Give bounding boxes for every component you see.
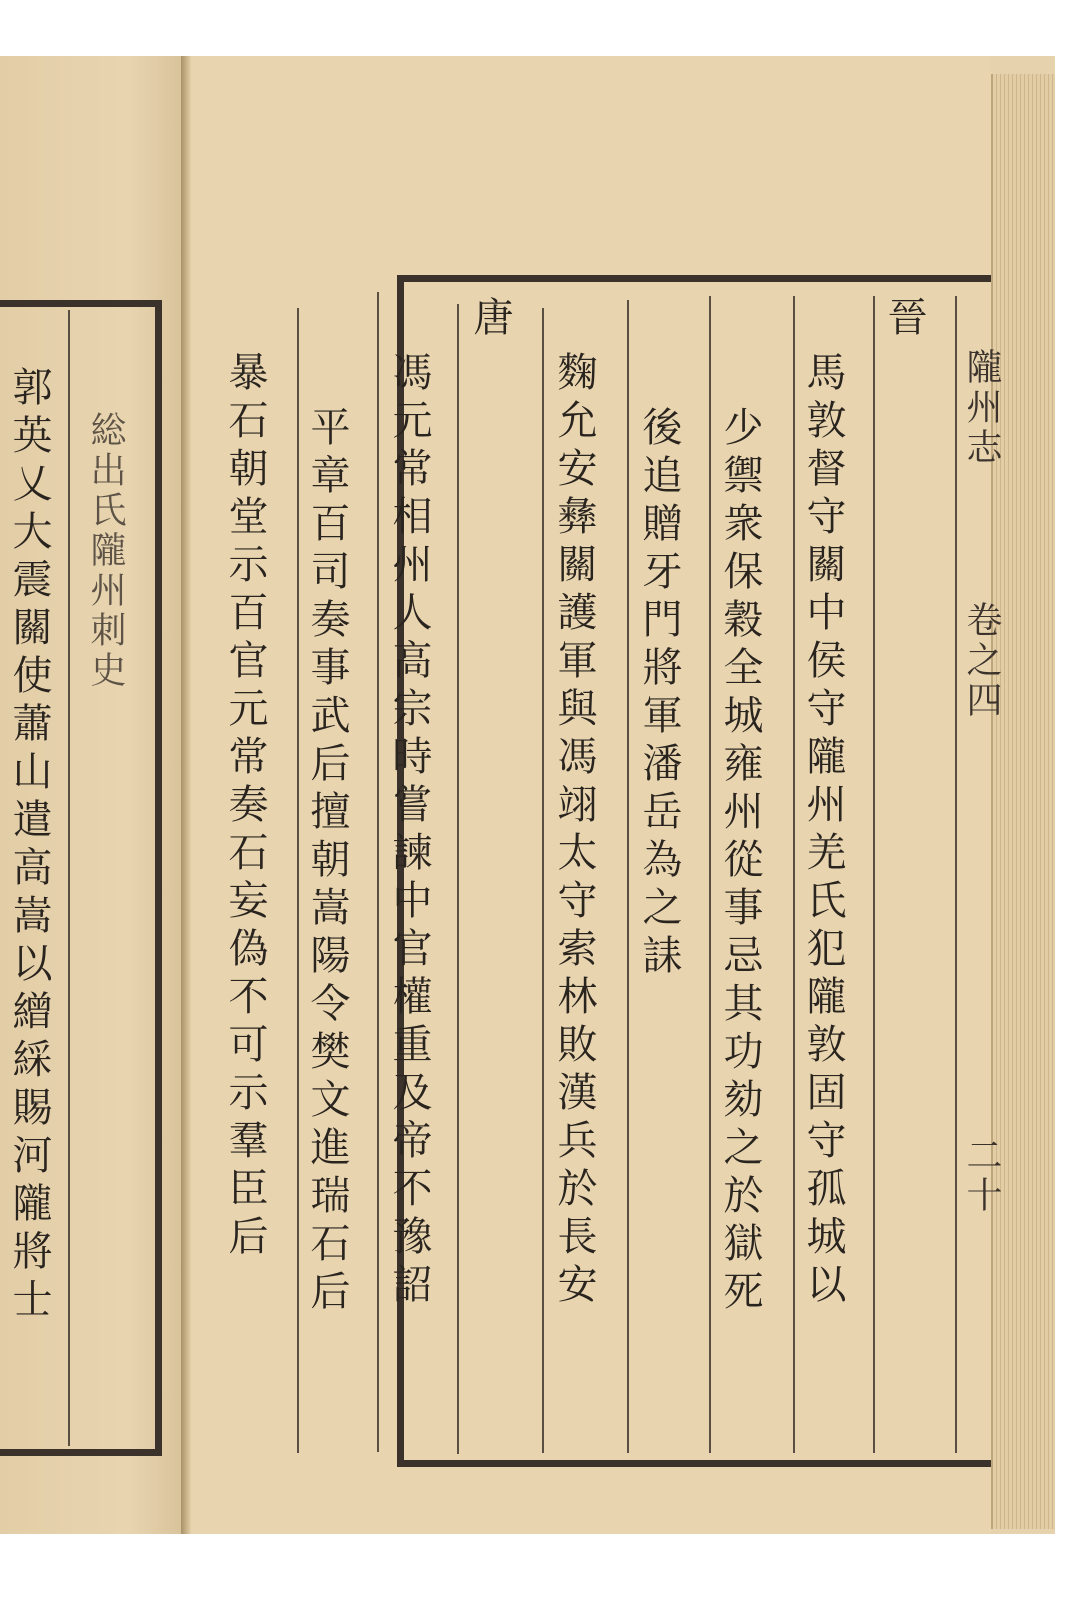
text-column: 暴石朝堂示百官元常奏石妄偽不可示羣臣后 [222, 351, 268, 1263]
text-column: 馮元常相州人高宗時嘗諫中官權重及帝不豫詔 [386, 351, 432, 1311]
column-rule [873, 296, 875, 1453]
dynasty-heading: 晉 [881, 296, 927, 344]
text-column: 少禦衆保穀全城雍州從事忌其功劾之於獄死 [717, 406, 763, 1318]
column-rule [377, 292, 379, 1452]
book-title: 隴州志 [961, 348, 1002, 468]
column-rule [457, 304, 459, 1454]
text-column: 馬敦督守關中侯守隴州羌氏犯隴敦固守孤城以 [800, 351, 846, 1311]
volume-label: 卷之四 [961, 601, 1002, 721]
column-rule [68, 310, 70, 1446]
book-gutter [181, 56, 191, 1534]
left-header-column: 総出氏隴州刺史 [85, 411, 126, 691]
column-rule [297, 308, 299, 1453]
book-scan [0, 56, 1055, 1534]
text-column: 後追贈牙門將軍潘岳為之誄 [636, 406, 682, 982]
column-rule [709, 296, 711, 1453]
page-number: 二十 [961, 1136, 1002, 1216]
page-edges [991, 74, 1055, 1529]
left-page [0, 56, 183, 1534]
column-rule [955, 296, 957, 1453]
column-rule [793, 296, 795, 1453]
text-column: 平章百司奏事武后擅朝嵩陽令樊文進瑞石后 [304, 406, 350, 1318]
dynasty-heading: 唐 [467, 296, 513, 344]
column-rule [627, 300, 629, 1453]
text-column: 麴允安彝關護軍與馮翊太守索林敗漢兵於長安 [551, 351, 597, 1311]
column-rule [542, 308, 544, 1453]
left-body-column: 郭英乂大震關使蕭山遣高嵩以繒綵賜河隴將士 [6, 366, 52, 1326]
